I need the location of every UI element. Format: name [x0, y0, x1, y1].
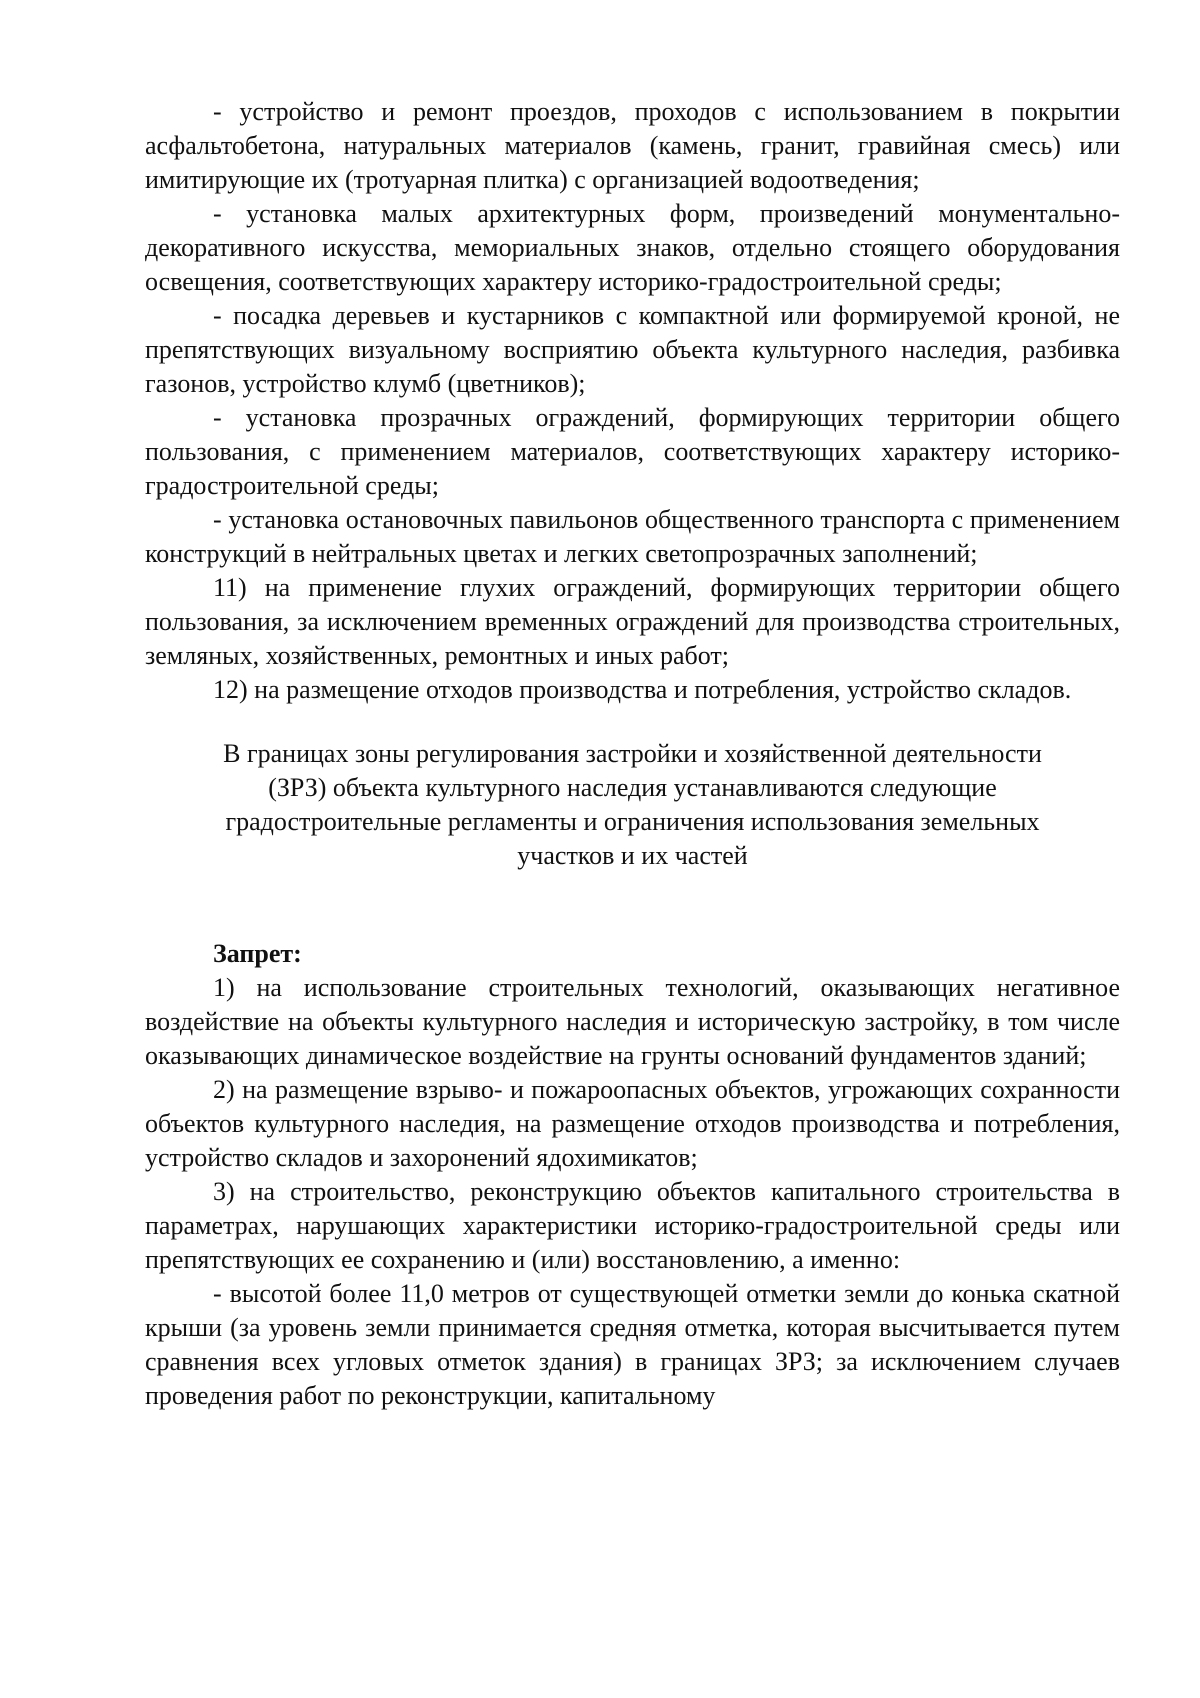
paragraph-height-limit: - высотой более 11,0 метров от существующей отметки земли до конька скатной крыши (за уровень земли принимается средняя отметка, которая высчитывается путем сравнения всех угловых отметок здания) в границах ЗРЗ; за исключением случаев проведения работ по реконструкции, капитальному — [145, 1279, 1120, 1410]
paragraph-small-forms: - установка малых архитектурных форм, произведений монументально-декоративного искусства, мемориальных знаков, отдельно стоящего оборудования освещения, соответствующих характеру историко-градостроительной среды; — [145, 199, 1120, 296]
paragraph-item-2: 2) на размещение взрыво- и пожароопасных объектов, угрожающих сохранности объектов культурного наследия, на размещение отходов производства и потребления, устройство складов и захоронений ядохимикатов; — [145, 1075, 1120, 1172]
paragraph-bus-stops: - установка остановочных павильонов общественного транспорта с применением конструкций в нейтральных цветах и легких светопрозрачных заполнений; — [145, 505, 1120, 568]
paragraph-planting: - посадка деревьев и кустарников с компактной или формируемой кроной, не препятствующих визуальному восприятию объекта культурного наследия, разбивка газонов, устройство клумб (цветников); — [145, 301, 1120, 398]
heading-line-4: участков и их частей — [517, 841, 748, 870]
paragraph-item-11: 11) на применение глухих ограждений, формирующих территории общего пользования, за исключением временных ограждений для производства строительных, земляных, хозяйственных, ремонтных и иных работ; — [145, 573, 1120, 670]
heading-line-1: В границах зоны регулирования застройки и хозяйственной деятельности — [223, 739, 1042, 768]
prohibition-label: Запрет: — [213, 939, 302, 968]
section-heading — [145, 737, 1120, 873]
paragraph-item-12: 12) на размещение отходов производства и потребления, устройство складов. — [213, 675, 1072, 704]
heading-line-2: (ЗРЗ) объекта культурного наследия устанавливаются следующие — [268, 773, 997, 802]
heading-line-3: градостроительные регламенты и ограничения использования земельных — [225, 807, 1040, 836]
paragraph-paving: - устройство и ремонт проездов, проходов с использованием в покрытии асфальтобетона, натуральных материалов (камень, гранит, гравийная смесь) или имитирующие их (тротуарная плитка) с организацией водоотведения; — [145, 97, 1120, 194]
paragraph-item-1: 1) на использование строительных технологий, оказывающих негативное воздействие на объекты культурного наследия и историческую застройку, в том числе оказывающих динамическое воздействие на грунты оснований фундаментов зданий; — [145, 973, 1120, 1070]
bottom-section — [145, 971, 1120, 1413]
top-section — [145, 95, 1120, 707]
paragraph-transparent-fences: - установка прозрачных ограждений, формирующих территории общего пользования, с применением материалов, соответствующих характеру историко-градостроительной среды; — [145, 403, 1120, 500]
paragraph-item-3: 3) на строительство, реконструкцию объектов капитального строительства в параметрах, нарушающих характеристики историко-градостроительной среды или препятствующих ее сохранению и (или) восстановлению, а именно: — [145, 1177, 1120, 1274]
